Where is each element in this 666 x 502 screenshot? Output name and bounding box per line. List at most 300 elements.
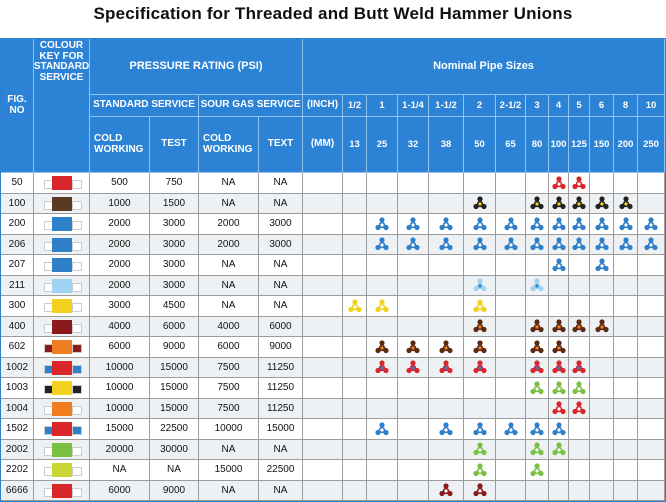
row-2002-cold-working: 20000 [90,440,150,461]
size-cell [496,337,526,358]
row-400-test-pressure: 6000 [150,317,199,338]
size-cell [638,481,665,502]
size-cell [464,255,496,276]
size-mm-9: 150 [590,117,614,173]
size-cell [398,255,429,276]
row-602-cold-working: 6000 [90,337,150,358]
size-cell [496,460,526,481]
union-available-icon [595,258,609,272]
colour-key-swatch [34,481,90,502]
row-200-sour-cold-working: 2000 [199,214,259,235]
row-6666-sour-cold-working: NA [199,481,259,502]
union-available-icon [375,217,389,231]
row-602-fig-no: 602 [1,337,34,358]
size-cell [367,337,398,358]
union-available-icon [552,381,566,395]
union-available-icon [595,237,609,251]
row-211-fig-no: 211 [1,276,34,297]
size-cell [569,358,590,379]
spec-table [0,38,666,502]
union-available-icon [530,278,544,292]
union-available-icon [439,483,453,497]
union-available-icon [375,299,389,313]
size-cell [464,337,496,358]
size-cell [429,440,464,461]
header-colour-key: COLOUR KEY FOR STANDARD SERVICE [34,39,90,173]
size-cell [569,337,590,358]
row-50-sour-test: NA [259,173,303,194]
size-cell [526,419,549,440]
union-available-icon [473,319,487,333]
header-fig-no: FIG. NO [1,39,34,173]
size-inch-0: 1/2 [343,95,367,117]
row-1004-test-pressure: 15000 [150,399,199,420]
row-6666-cold-working: 6000 [90,481,150,502]
union-available-icon [552,401,566,415]
size-cell [398,399,429,420]
row-211-test-pressure: 3000 [150,276,199,297]
size-cell [429,317,464,338]
row-6666-fig-no: 6666 [1,481,34,502]
size-cell [590,296,614,317]
size-cell [464,173,496,194]
union-available-icon [552,319,566,333]
union-available-icon [552,176,566,190]
row-602-sour-cold-working: 6000 [199,337,259,358]
size-cell [614,460,638,481]
size-cell [398,378,429,399]
size-cell [496,194,526,215]
size-cell [549,235,569,256]
size-cell [526,194,549,215]
row-206-cold-working: 2000 [90,235,150,256]
colour-key-swatch [34,317,90,338]
size-cell [429,276,464,297]
row-206-test-pressure: 3000 [150,235,199,256]
unit-cell [303,235,343,256]
size-cell [429,378,464,399]
size-cell [343,481,367,502]
size-cell [614,276,638,297]
union-available-icon [530,442,544,456]
row-1502-test-pressure: 22500 [150,419,199,440]
row-2202-test-pressure: NA [150,460,199,481]
unit-cell [303,460,343,481]
union-available-icon [530,381,544,395]
row-1002-test-pressure: 15000 [150,358,199,379]
size-cell [569,399,590,420]
size-cell [496,378,526,399]
size-cell [398,296,429,317]
size-cell [464,358,496,379]
size-cell [614,173,638,194]
row-211-sour-test: NA [259,276,303,297]
size-cell [367,419,398,440]
row-200-test-pressure: 3000 [150,214,199,235]
union-available-icon [572,196,586,210]
size-cell [549,317,569,338]
size-cell [569,214,590,235]
size-cell [590,235,614,256]
size-inch-6: 3 [526,95,549,117]
unit-cell [303,276,343,297]
header-test: TEST [150,117,199,173]
size-cell [464,296,496,317]
size-cell [590,255,614,276]
size-cell [367,194,398,215]
union-available-icon [473,237,487,251]
size-cell [638,419,665,440]
size-cell [638,440,665,461]
size-cell [526,440,549,461]
size-cell [367,378,398,399]
union-available-icon [552,340,566,354]
size-cell [526,235,549,256]
union-available-icon [473,463,487,477]
colour-key-swatch [34,399,90,420]
size-mm-6: 80 [526,117,549,173]
union-available-icon [473,442,487,456]
size-cell [526,378,549,399]
union-available-icon [473,422,487,436]
union-available-icon [504,217,518,231]
row-211-sour-cold-working: NA [199,276,259,297]
size-cell [496,214,526,235]
size-cell [343,358,367,379]
union-available-icon [375,360,389,374]
size-cell [638,194,665,215]
union-available-icon [348,299,362,313]
size-cell [590,194,614,215]
size-cell [367,255,398,276]
colour-key-swatch [34,173,90,194]
size-cell [549,255,569,276]
row-206-sour-test: 3000 [259,235,303,256]
row-400-sour-test: 6000 [259,317,303,338]
row-300-sour-test: NA [259,296,303,317]
union-available-icon [595,217,609,231]
size-cell [343,276,367,297]
size-cell [343,460,367,481]
row-2202-cold-working: NA [90,460,150,481]
size-cell [464,194,496,215]
row-207-cold-working: 2000 [90,255,150,276]
colour-key-swatch [34,358,90,379]
union-available-icon [595,196,609,210]
size-cell [590,460,614,481]
union-available-icon [375,422,389,436]
size-cell [367,460,398,481]
row-206-sour-cold-working: 2000 [199,235,259,256]
size-cell [569,460,590,481]
row-100-sour-cold-working: NA [199,194,259,215]
union-available-icon [406,217,420,231]
row-300-fig-no: 300 [1,296,34,317]
size-cell [569,194,590,215]
size-mm-10: 200 [614,117,638,173]
row-211-cold-working: 2000 [90,276,150,297]
header-nominal-pipe-sizes: Nominal Pipe Sizes [303,39,665,95]
size-cell [464,460,496,481]
size-cell [398,337,429,358]
size-cell [590,173,614,194]
size-cell [464,214,496,235]
size-cell [464,440,496,461]
row-100-cold-working: 1000 [90,194,150,215]
union-available-icon [375,340,389,354]
size-cell [549,276,569,297]
size-cell [343,194,367,215]
size-cell [429,419,464,440]
row-602-sour-test: 9000 [259,337,303,358]
union-available-icon [439,422,453,436]
row-1003-fig-no: 1003 [1,378,34,399]
colour-key-swatch [34,235,90,256]
row-2002-sour-test: NA [259,440,303,461]
size-cell [614,296,638,317]
row-1502-sour-test: 15000 [259,419,303,440]
unit-cell [303,440,343,461]
size-cell [496,276,526,297]
size-inch-5: 2-1/2 [496,95,526,117]
size-cell [526,296,549,317]
size-mm-7: 100 [549,117,569,173]
size-cell [398,440,429,461]
size-cell [614,214,638,235]
unit-cell [303,173,343,194]
union-available-icon [552,422,566,436]
row-300-sour-cold-working: NA [199,296,259,317]
union-available-icon [552,442,566,456]
union-available-icon [530,217,544,231]
size-cell [549,378,569,399]
size-cell [590,358,614,379]
size-mm-5: 65 [496,117,526,173]
size-cell [614,399,638,420]
row-206-fig-no: 206 [1,235,34,256]
row-207-fig-no: 207 [1,255,34,276]
size-cell [614,481,638,502]
size-cell [638,235,665,256]
size-cell [638,173,665,194]
union-available-icon [572,319,586,333]
unit-cell [303,358,343,379]
unit-cell [303,296,343,317]
row-207-sour-cold-working: NA [199,255,259,276]
size-cell [343,317,367,338]
size-cell [526,173,549,194]
size-cell [496,399,526,420]
union-available-icon [530,422,544,436]
size-cell [549,214,569,235]
size-cell [638,296,665,317]
row-100-sour-test: NA [259,194,303,215]
union-available-icon [504,237,518,251]
colour-key-swatch [34,419,90,440]
page-title: Specification for Threaded and Butt Weld Hammer Unions [93,4,573,23]
colour-key-swatch [34,440,90,461]
size-inch-9: 6 [590,95,614,117]
size-cell [549,419,569,440]
size-cell [549,399,569,420]
row-1502-fig-no: 1502 [1,419,34,440]
size-cell [569,255,590,276]
size-cell [496,481,526,502]
size-cell [398,460,429,481]
union-available-icon [439,360,453,374]
size-cell [590,276,614,297]
union-available-icon [473,360,487,374]
row-100-fig-no: 100 [1,194,34,215]
header-inch: (INCH) [303,95,343,117]
row-50-cold-working: 500 [90,173,150,194]
union-available-icon [473,299,487,313]
size-cell [343,214,367,235]
size-cell [526,460,549,481]
size-mm-1: 25 [367,117,398,173]
size-cell [549,296,569,317]
size-cell [638,276,665,297]
union-available-icon [530,319,544,333]
row-2202-sour-cold-working: 15000 [199,460,259,481]
size-cell [429,460,464,481]
size-cell [549,481,569,502]
header-pressure-rating: PRESSURE RATING (PSI) [90,39,303,95]
size-cell [464,317,496,338]
union-available-icon [530,237,544,251]
union-available-icon [619,217,633,231]
size-cell [343,378,367,399]
union-available-icon [572,360,586,374]
size-cell [569,419,590,440]
size-cell [367,440,398,461]
size-cell [398,235,429,256]
size-cell [549,337,569,358]
size-cell [590,419,614,440]
row-1003-test-pressure: 15000 [150,378,199,399]
union-available-icon [530,463,544,477]
size-cell [398,214,429,235]
size-cell [464,235,496,256]
size-cell [367,399,398,420]
size-cell [398,358,429,379]
row-400-cold-working: 4000 [90,317,150,338]
size-mm-2: 32 [398,117,429,173]
row-300-test-pressure: 4500 [150,296,199,317]
size-cell [526,255,549,276]
row-1502-cold-working: 15000 [90,419,150,440]
union-available-icon [552,237,566,251]
union-available-icon [473,483,487,497]
size-cell [367,317,398,338]
size-cell [367,358,398,379]
size-cell [464,378,496,399]
union-available-icon [572,401,586,415]
union-available-icon [375,237,389,251]
union-available-icon [530,360,544,374]
size-cell [614,358,638,379]
union-available-icon [572,381,586,395]
row-6666-sour-test: NA [259,481,303,502]
size-cell [638,337,665,358]
size-cell [367,235,398,256]
size-cell [429,296,464,317]
unit-cell [303,481,343,502]
row-1003-cold-working: 10000 [90,378,150,399]
size-cell [429,255,464,276]
size-cell [496,440,526,461]
size-cell [638,317,665,338]
size-cell [569,378,590,399]
size-cell [638,358,665,379]
union-available-icon [530,196,544,210]
size-cell [398,276,429,297]
size-cell [496,255,526,276]
size-mm-8: 125 [569,117,590,173]
union-available-icon [619,196,633,210]
size-cell [343,440,367,461]
size-cell [549,440,569,461]
size-cell [614,419,638,440]
size-cell [614,337,638,358]
size-cell [526,337,549,358]
size-mm-11: 250 [638,117,665,173]
union-available-icon [572,217,586,231]
header-text: TEXT [259,117,303,173]
row-1003-sour-test: 11250 [259,378,303,399]
size-cell [464,481,496,502]
row-2202-sour-test: 22500 [259,460,303,481]
size-cell [343,296,367,317]
row-50-sour-cold-working: NA [199,173,259,194]
size-cell [343,399,367,420]
row-100-test-pressure: 1500 [150,194,199,215]
union-available-icon [530,340,544,354]
size-cell [549,194,569,215]
union-available-icon [406,237,420,251]
union-available-icon [644,217,658,231]
header-standard-service: STANDARD SERVICE [90,95,199,117]
colour-key-swatch [34,214,90,235]
size-cell [429,481,464,502]
header-sour-gas-service: SOUR GAS SERVICE [199,95,303,117]
row-200-sour-test: 3000 [259,214,303,235]
size-cell [549,358,569,379]
union-available-icon [504,422,518,436]
size-inch-10: 8 [614,95,638,117]
size-cell [549,460,569,481]
header-cold-working: COLD WORKING [90,117,150,173]
union-available-icon [473,217,487,231]
row-400-fig-no: 400 [1,317,34,338]
size-cell [526,276,549,297]
size-cell [638,460,665,481]
row-1004-sour-test: 11250 [259,399,303,420]
colour-key-swatch [34,460,90,481]
size-cell [496,317,526,338]
size-cell [614,317,638,338]
size-inch-3: 1-1/2 [429,95,464,117]
size-cell [590,481,614,502]
colour-key-swatch [34,194,90,215]
row-1002-sour-test: 11250 [259,358,303,379]
row-6666-test-pressure: 9000 [150,481,199,502]
row-200-fig-no: 200 [1,214,34,235]
size-inch-7: 4 [549,95,569,117]
size-cell [464,399,496,420]
unit-cell [303,194,343,215]
size-cell [590,337,614,358]
